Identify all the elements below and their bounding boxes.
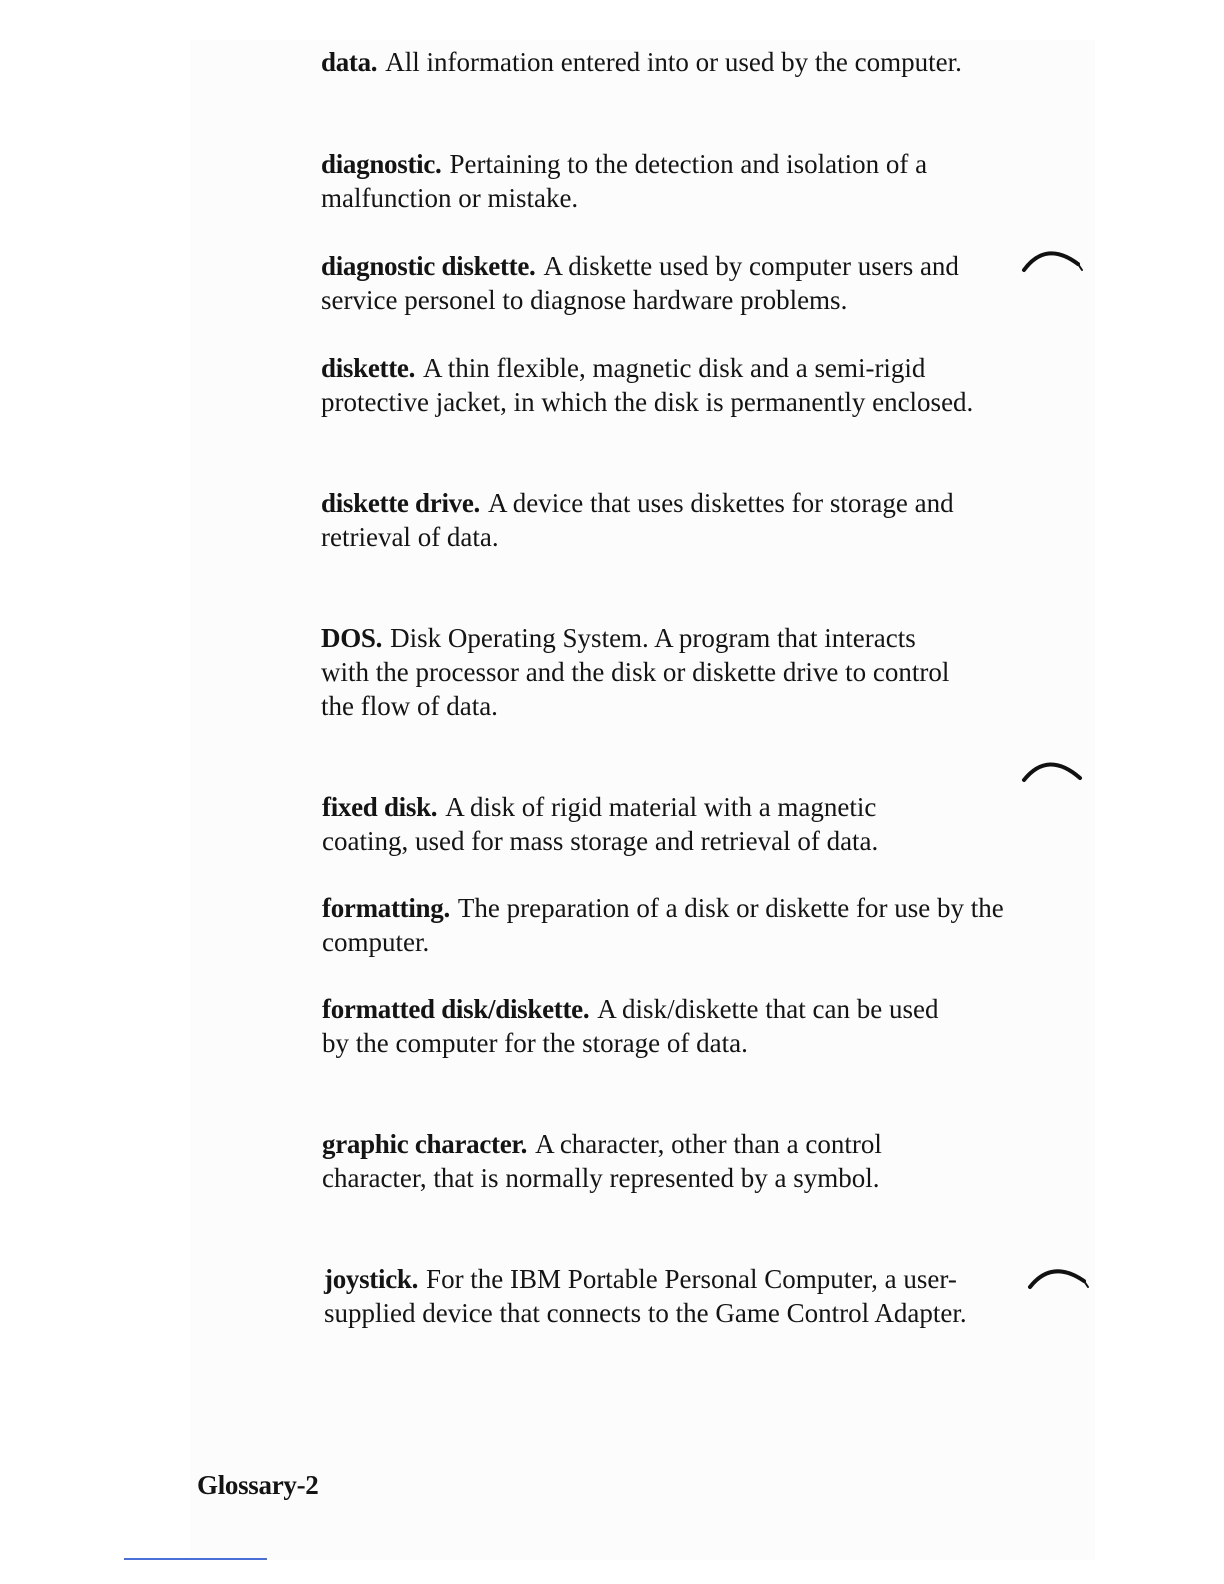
glossary-term: diskette drive. — [321, 488, 480, 518]
glossary-entry-fixed-disk — [322, 790, 962, 858]
glossary-term: diagnostic. — [321, 149, 442, 179]
glossary-definition: For the IBM Portable Personal Computer, a user-supplied device that connects to the Game Control Adapter. — [324, 1264, 967, 1328]
glossary-entry-joystick — [324, 1262, 1014, 1330]
glossary-entry-formatted-disk-diskette — [322, 992, 972, 1060]
page-number-label: Glossary-2 — [197, 1470, 319, 1500]
glossary-definition: A disk/diskette that can be used by the computer for the storage of data. — [322, 994, 939, 1058]
glossary-entry-data — [321, 45, 1011, 79]
glossary-definition: All information entered into or used by the computer. — [385, 47, 962, 77]
glossary-definition: A device that uses diskettes for storage and retrieval of data. — [321, 488, 954, 552]
glossary-definition: Pertaining to the detection and isolation of a malfunction or mistake. — [321, 149, 928, 213]
glossary-term: diagnostic diskette. — [321, 251, 536, 281]
glossary-term: diskette. — [321, 353, 416, 383]
scan-edge-line — [124, 1558, 267, 1560]
glossary-entry-diagnostic-diskette — [321, 249, 991, 317]
glossary-term: joystick. — [324, 1264, 419, 1294]
glossary-entry-diskette — [321, 351, 1011, 419]
glossary-definition: A disk of rigid material with a magnetic coating, used for mass storage and retrieval of data. — [322, 792, 879, 856]
glossary-definition: A character, other than a control character, that is normally represented by a symbol. — [322, 1129, 882, 1193]
glossary-entry-formatting — [322, 891, 1012, 959]
glossary-entry-diagnostic — [321, 147, 1011, 215]
glossary-definition: A diskette used by computer users and service personel to diagnose hardware problems. — [321, 251, 959, 315]
glossary-term: DOS. — [321, 623, 383, 653]
glossary-term: formatted disk/diskette. — [322, 994, 590, 1024]
tab-arc-mark-icon — [1020, 756, 1086, 790]
glossary-definition: The preparation of a disk or diskette for use by the computer. — [322, 893, 1004, 957]
glossary-term: data. — [321, 47, 378, 77]
glossary-term: graphic character. — [322, 1129, 528, 1159]
glossary-term: formatting. — [322, 893, 450, 923]
glossary-entry-graphic-character — [322, 1127, 972, 1195]
glossary-definition: A thin flexible, magnetic disk and a semi-rigid protective jacket, in which the disk is permanently enclosed. — [321, 353, 974, 417]
tab-arc-mark-icon — [1020, 244, 1086, 278]
glossary-term: fixed disk. — [322, 792, 438, 822]
tab-arc-mark-icon — [1026, 1263, 1092, 1297]
glossary-definition: Disk Operating System. A program that interacts with the processor and the disk or diskette drive to control the flow of data. — [321, 623, 950, 721]
glossary-entry-diskette-drive — [321, 486, 986, 554]
glossary-entry-dos — [321, 621, 961, 723]
